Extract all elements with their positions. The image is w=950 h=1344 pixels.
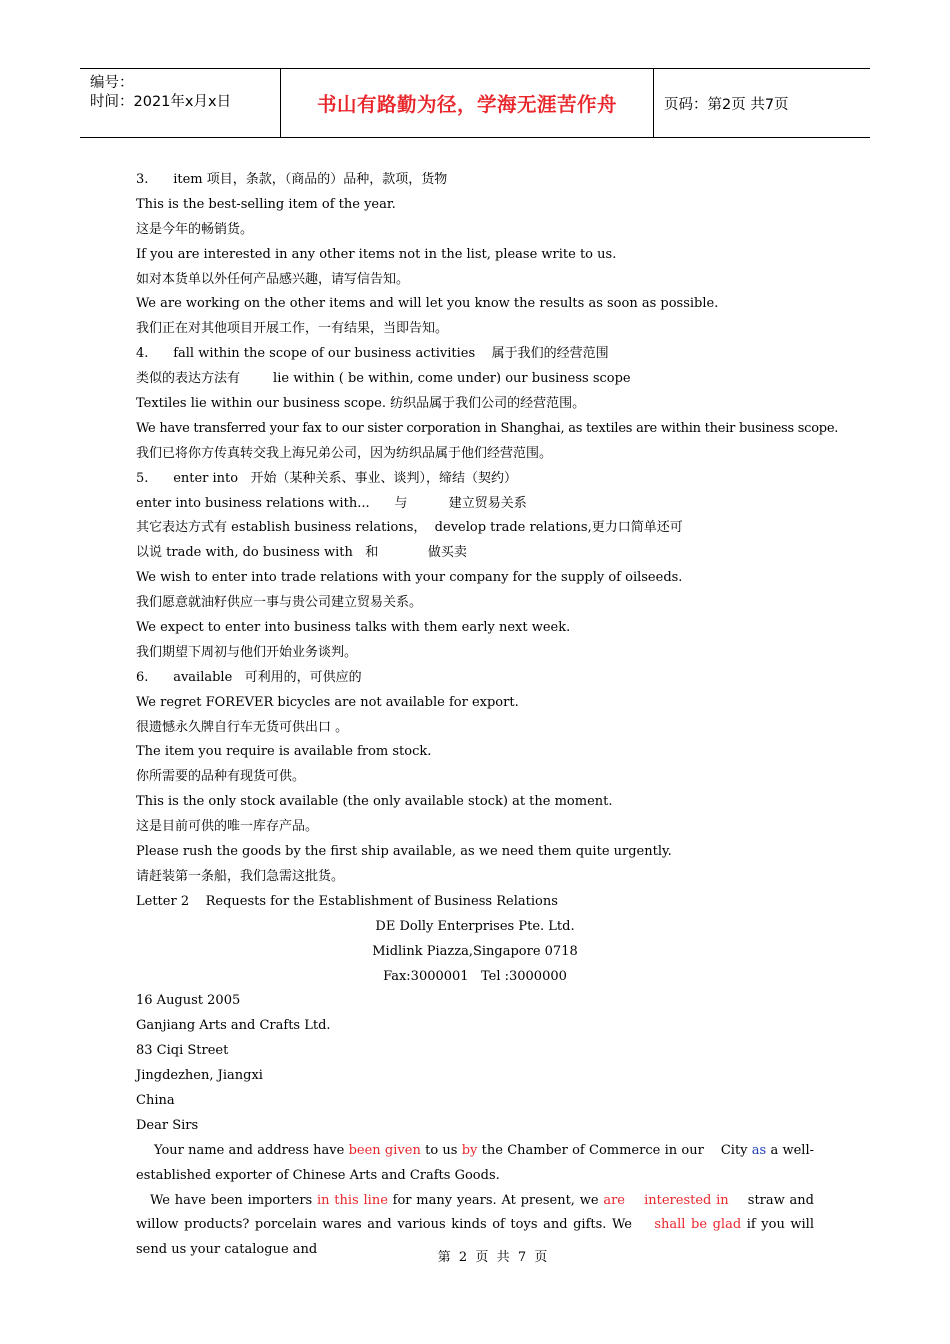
letter-title: Letter 2 Requests for the Establishment of Business Relations <box>136 893 558 909</box>
text-line: 类似的表达方法有 lie within ( be within, come under) our business scope <box>136 371 631 387</box>
text-line: If you are interested in any other items not in the list, please write to us. <box>136 246 617 262</box>
recipient-line: Ganjiang Arts and Crafts Ltd. <box>136 1018 331 1034</box>
text-line: 我们正在对其他项目开展工作，一有结果，当即告知。 <box>136 321 449 337</box>
text-line: 这是今年的畅销货。 <box>136 221 254 237</box>
document-time-label: 时间：2021年x月x日 <box>90 94 232 110</box>
text-line: 你所需要的品种有现货可供。 <box>136 769 306 785</box>
text-line: This is the only stock available (the only available stock) at the moment. <box>136 794 613 810</box>
document-body <box>136 168 839 1263</box>
text-line: This is the best-selling item of the year. <box>136 196 396 212</box>
paragraph-text: if you will send us your catalogue and <box>136 1217 819 1258</box>
paragraph-text: We have been importers <box>150 1192 317 1208</box>
text-line: 如对本货单以外任何产品感兴趣，请写信告知。 <box>136 271 410 287</box>
letterhead-company: DE Dolly Enterprises Pte. Ltd. <box>375 918 575 934</box>
letter-date: 16 August 2005 <box>136 993 241 1009</box>
text-line: We regret FOREVER bicycles are not available for export. <box>136 694 519 710</box>
paragraph-text: the Chamber of Commerce in our City <box>477 1142 752 1158</box>
letter-paragraph-1 <box>136 1139 814 1189</box>
paragraph-text: a well-established exporter of Chinese Arts and Crafts Goods. <box>136 1142 815 1183</box>
text-line: 很遗憾永久牌自行车无货可供出口 。 <box>136 719 349 735</box>
paragraph-text: for many years. At present, we <box>387 1192 604 1208</box>
recipient-line: 83 Ciqi Street <box>136 1043 229 1059</box>
paragraph-text: straw and willow products? porcelain wares and various kinds of toys and gifts. We <box>136 1192 819 1233</box>
header-motto: 书山有路勤为径，学海无涯苦作舟 <box>316 93 617 116</box>
paragraph-text: to us <box>420 1142 462 1158</box>
highlighted-phrase: interested in <box>644 1192 729 1208</box>
page-footer <box>0 1246 950 1265</box>
header-info-cell <box>80 69 281 137</box>
text-line: Textiles lie within our business scope. 纺织品属于我们公司的经营范围。 <box>136 396 586 412</box>
highlighted-phrase: shall be glad <box>654 1217 742 1233</box>
recipient-line: Jingdezhen, Jiangxi <box>136 1068 263 1084</box>
letter-salutation: Dear Sirs <box>136 1117 199 1133</box>
text-line: We are working on the other items and will let you know the results as soon as possible. <box>136 296 719 312</box>
header-page-cell <box>655 69 870 137</box>
text-line: 我们期望下周初与他们开始业务谈判。 <box>136 644 358 660</box>
highlighted-phrase: are <box>603 1192 625 1208</box>
header-page-number: 页码：第2页 共7页 <box>664 96 789 113</box>
text-line: 以说 trade with, do business with 和 做买卖 <box>136 545 467 561</box>
text-line: 我们已将你方传真转交我上海兄弟公司，因为纺织品属于他们经营范围。 <box>136 445 553 461</box>
highlighted-phrase: in this line <box>317 1192 388 1208</box>
text-line: 其它表达方式有 establish business relations， develop trade relations,更力口简单还可 <box>136 520 683 536</box>
paragraph-text: Your name and address have <box>154 1142 349 1158</box>
document-number-label: 编号： <box>90 75 134 91</box>
text-line: 这是目前可供的唯一库存产品。 <box>136 819 319 835</box>
text-line: 5. enter into 开始（某种关系、事业、谈判），缔结（契约） <box>136 470 518 486</box>
page-header <box>80 68 870 138</box>
text-line: We have transferred your fax to our sister corporation in Shanghai, as textiles are within their business scope. <box>136 420 839 436</box>
letterhead-address: Midlink Piazza,Singapore 0718 <box>372 943 578 959</box>
highlighted-phrase: as <box>751 1142 767 1158</box>
letterhead-contact: Fax:3000001 Tel :3000000 <box>383 968 567 984</box>
paragraph-text <box>625 1193 644 1208</box>
text-line: 6. available 可利用的，可供应的 <box>136 669 362 685</box>
highlighted-phrase: by <box>461 1142 478 1158</box>
text-line: 我们愿意就油籽供应一事与贵公司建立贸易关系。 <box>136 595 423 611</box>
highlighted-phrase: been given <box>348 1142 421 1158</box>
text-line: 4. fall within the scope of our business activities 属于我们的经营范围 <box>136 346 609 362</box>
text-line: We expect to enter into business talks with them early next week. <box>136 620 571 636</box>
footer-page-number: 第 2 页 共 7 页 <box>437 1250 548 1265</box>
text-line: We wish to enter into trade relations with your company for the supply of oilseeds. <box>136 570 683 586</box>
text-line: The item you require is available from stock. <box>136 744 432 760</box>
text-line: 请赶装第一条船，我们急需这批货。 <box>136 868 345 884</box>
text-line: 3. item 项目，条款，（商品的）品种，款项，货物 <box>136 172 448 187</box>
recipient-line: China <box>136 1092 175 1108</box>
text-line: enter into business relations with... 与 建立贸易关系 <box>136 495 527 511</box>
header-motto-cell <box>281 69 654 137</box>
text-line: Please rush the goods by the first ship available, as we need them quite urgently. <box>136 844 672 860</box>
